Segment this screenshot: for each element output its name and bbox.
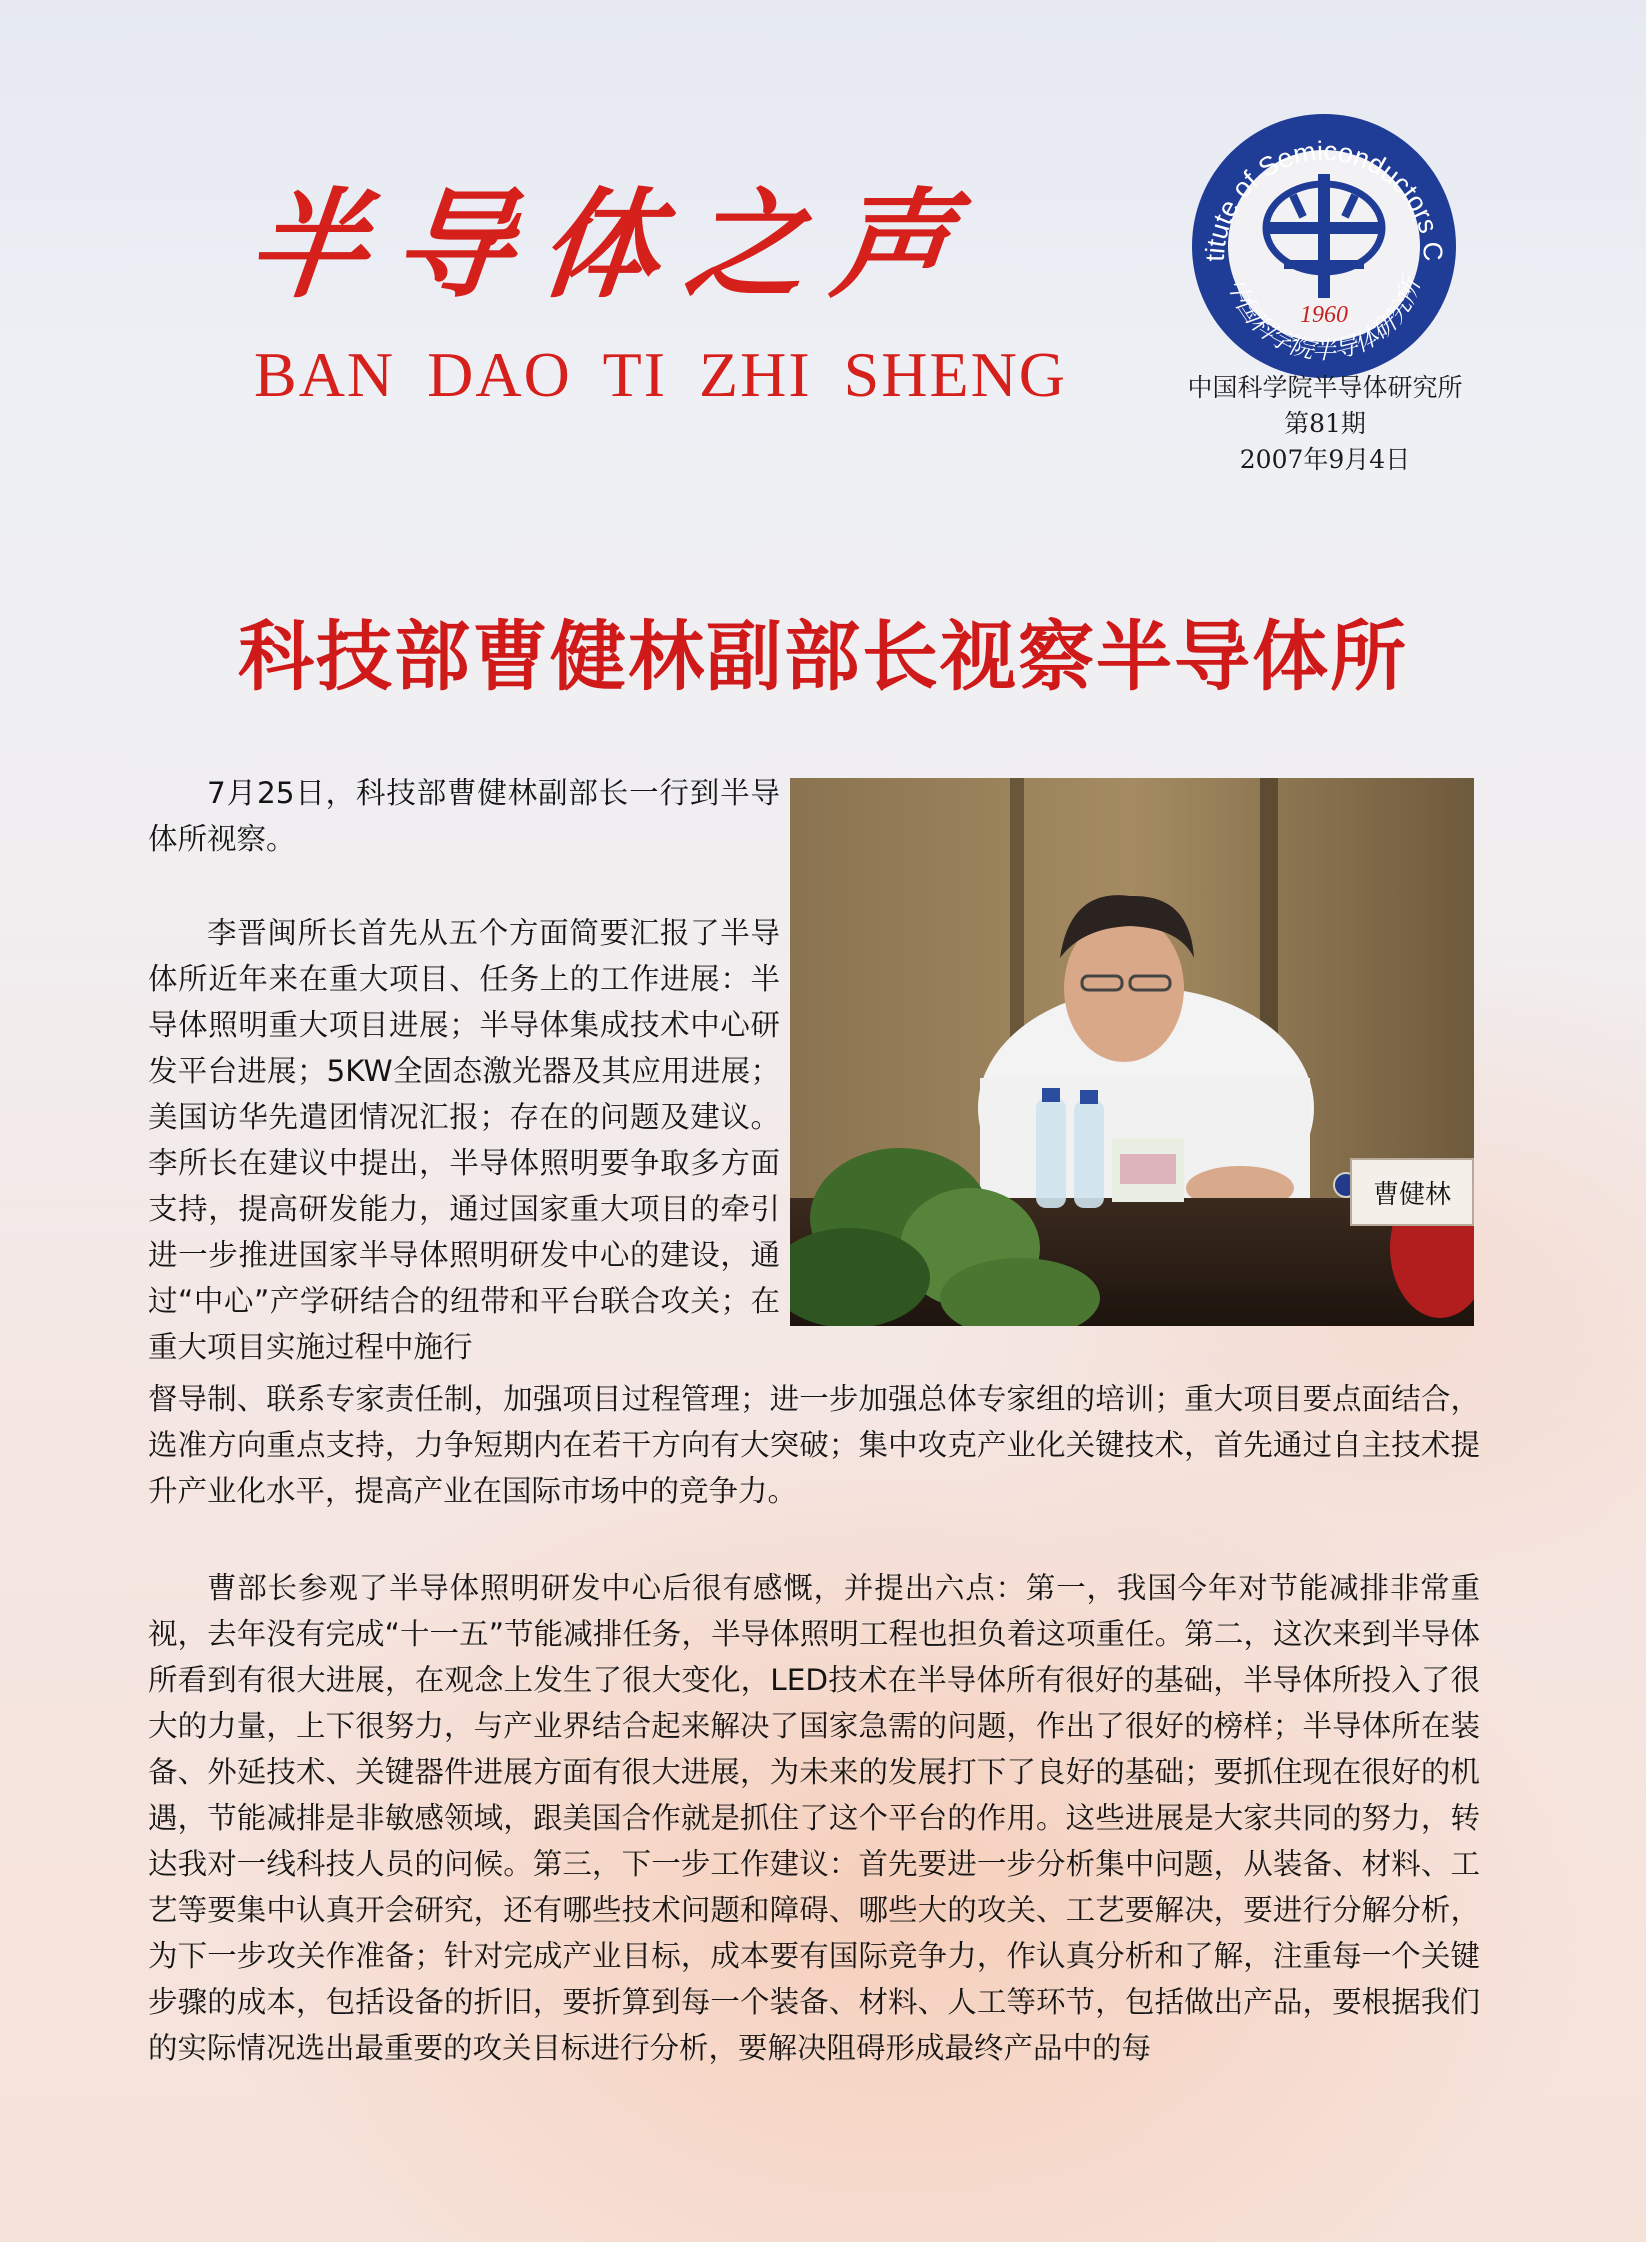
article-photo [790,778,1474,1326]
masthead-title-en: BAN DAO TI ZHI SHENG [254,339,1067,410]
seal-ring-text-en: titute of Semiconductors C [1199,135,1449,263]
issue-info [1130,370,1520,478]
article-paragraph-2-bottom: 督导制、联系专家责任制，加强项目过程管理；进一步加强总体专家组的培训；重大项目要点面结合，选准方向重点支持，力争短期内在若干方向有大突破；集中攻克产业化关键技术，首先通过自主技术提升产业化水平，提高产业在国际市场中的竞争力。 [148,1382,1480,1508]
seal-ring-text-cn: 中国科学院半导体研究所 [1222,274,1426,365]
issue-institute: 中国科学院半导体研究所 [1187,373,1463,402]
article-paragraph-1: 7月25日，科技部曹健林副部长一行到半导体所视察。 [148,776,780,856]
seal-year: 1960 [1300,302,1348,328]
photo-nameplate: 曹健林 [1350,1158,1474,1226]
masthead-title-cn: 半导体之声 [241,175,987,314]
issue-number: 第81期 [1284,409,1366,438]
article-headline: 科技部曹健林副部长视察半导体所 [238,612,1408,701]
issue-date: 2007年9月4日 [1239,445,1411,474]
institute-seal-logo [1188,110,1460,382]
article-paragraph-3: 曹部长参观了半导体照明研发中心后很有感慨，并提出六点：第一，我国今年对节能减排非常重视，去年没有完成“十一五”节能减排任务，半导体照明工程也担负着这项重任。第二，这次来到半导体所看到有很大进展，在观念上发生了很大变化，LED技术在半导体所有很好的基础，半导体所投入了很大的力量，上下很努力，与产业界结合起来解决了国家急需的问题，作出了很好的榜样；半导体所在装备、外延技术、关键器件进展方面有很大进展，为未来的发展打下了良好的基础；要抓住现在很好的机遇，节能减排是非敏感领域，跟美国合作就是抓住了这个平台的作用。这些进展是大家共同的努力，转达我对一线科技人员的问候。第三，下一步工作建议：首先要进一步分析集中问题，从装备、材料、工艺等要集中认真开会研究，还有哪些技术问题和障碍、哪些大的攻关、工艺要解决，要进行分解分析，为下一步攻关作准备；针对完成产业目标，成本要有国际竞争力，作认真分析和了解，注重每一个关键步骤的成本，包括设备的折旧，要折算到每一个装备、材料、人工等环节，包括做出产品，要根据我们的实际情况选出最重要的攻关目标进行分析，要解决阻碍形成最终产品中的每 [148,1571,1480,2065]
article-paragraph-2-top: 李晋闽所长首先从五个方面简要汇报了半导体所近年来在重大项目、任务上的工作进展：半导体照明重大项目进展；半导体集成技术中心研发平台进展；5KW全固态激光器及其应用进展；美国访华先遣团情况汇报；存在的问题及建议。李所长在建议中提出，半导体照明要争取多方面支持，提高研发能力，通过国家重大项目的牵引进一步推进国家半导体照明研发中心的建设，通过“中心”产学研结合的纽带和平台联合攻关；在重大项目实施过程中施行 [148,916,780,1364]
